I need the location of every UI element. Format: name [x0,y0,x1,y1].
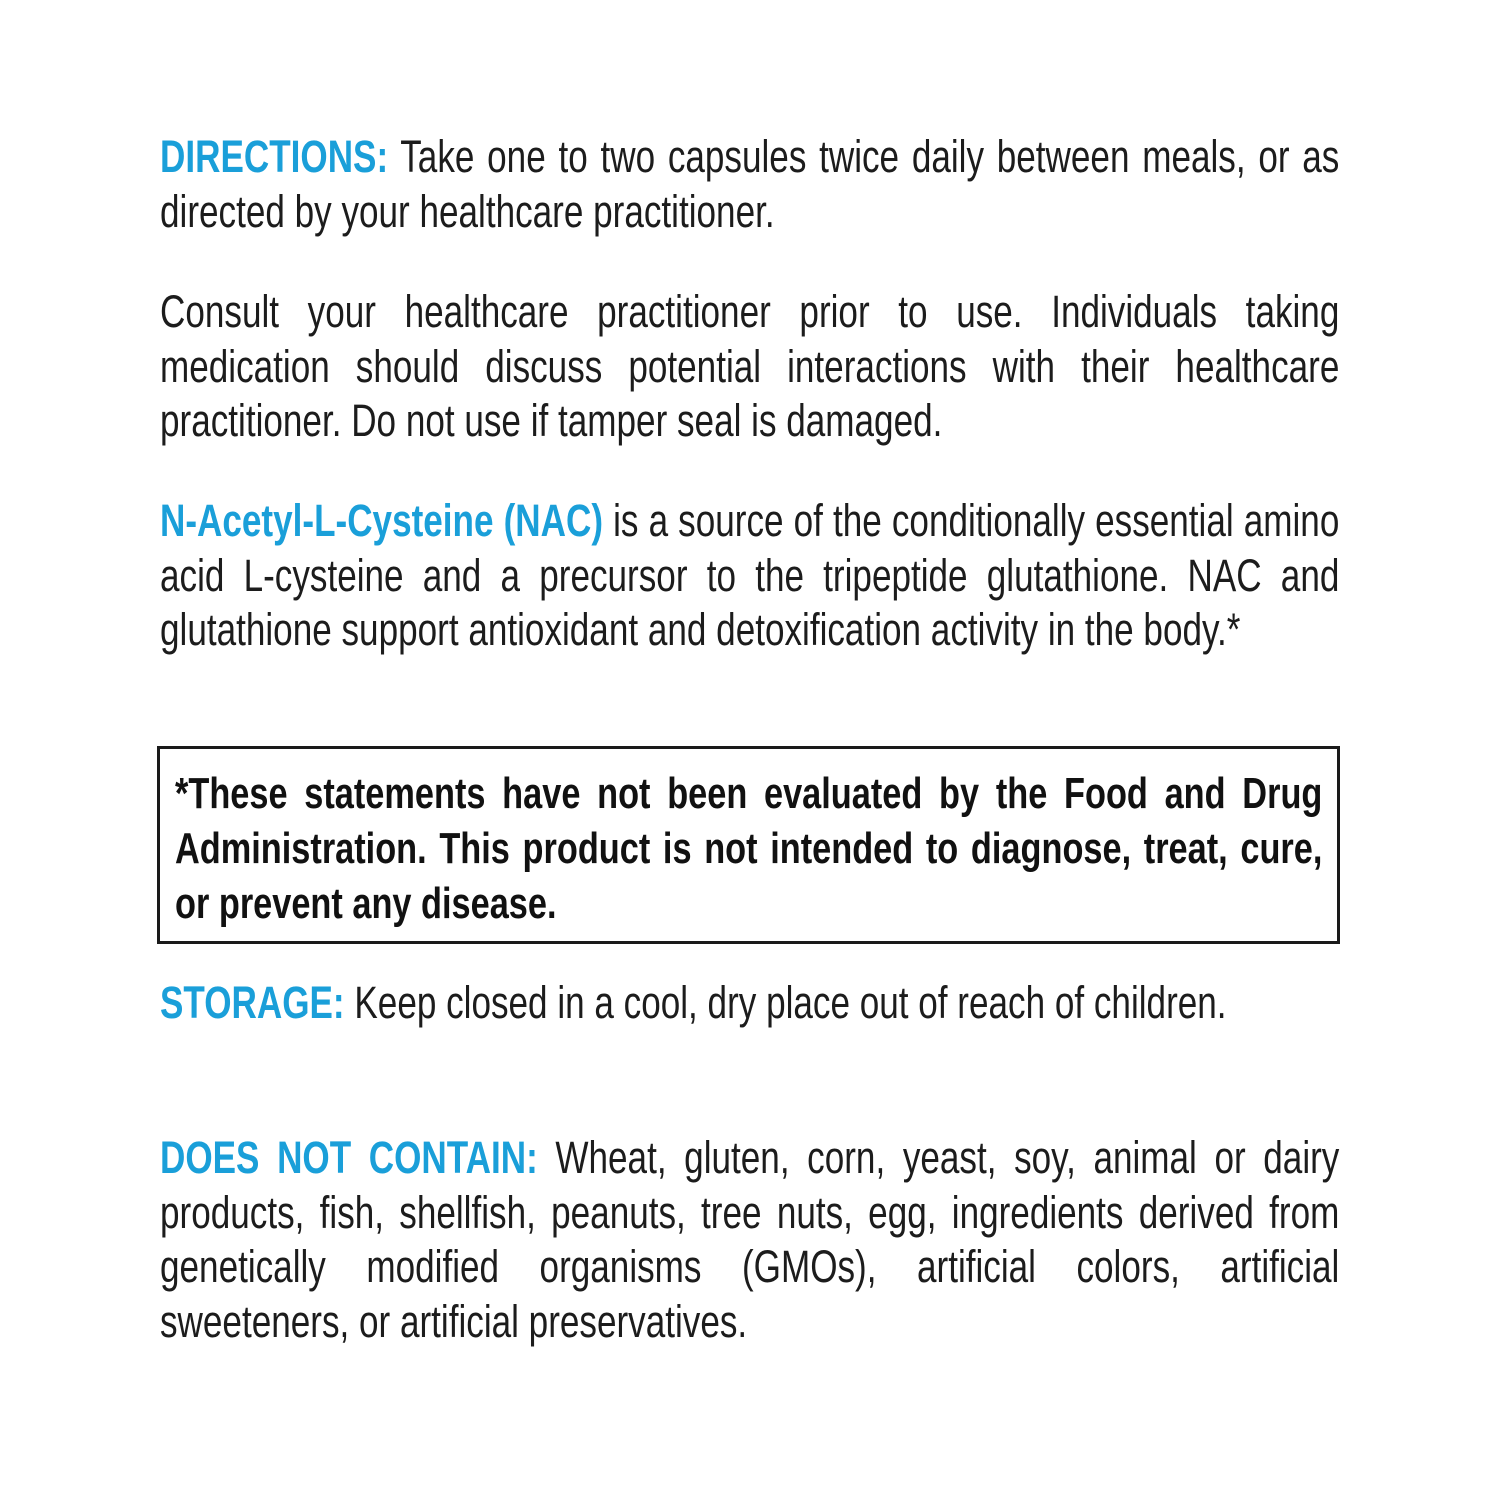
allergens-text: Wheat, gluten, corn, yeast, soy, animal or dairy products, fish, shellfish, peanuts, tree nuts, egg, ingredients derived from genetically modified organisms (GMOs), artificial colors, artificial sweeteners, or artificial preservatives. [160,1132,1340,1347]
allergens-paragraph [160,1131,1339,1349]
allergens-heading: DOES NOT CONTAIN: [160,1132,538,1183]
fda-disclaimer-text: *These statements have not been evaluated by the Food and Drug Administration. This product is not intended to diagnose, treat, cure, or prevent any disease. [175,769,1323,928]
directions-text: Take one to two capsules twice daily between meals, or as directed by your healthcare practitioner. [160,131,1340,237]
description-paragraph [160,494,1339,658]
caution-text: Consult your healthcare practitioner prior to use. Individuals taking medication should discuss potential interactions with their healthcare practitioner. Do not use if tamper seal is damaged. [160,286,1340,446]
directions-paragraph [160,130,1339,239]
storage-text: Keep closed in a cool, dry place out of reach of children. [344,977,1227,1028]
description-text: is a source of the conditionally essential amino acid L-cysteine and a precursor to the tripeptide glutathione. NAC and glutathione support antioxidant and detoxification activity in the body.* [160,495,1340,655]
storage-heading: STORAGE: [160,977,345,1028]
directions-heading: DIRECTIONS: [160,131,389,182]
description-heading: N-Acetyl-L-Cysteine (NAC) [160,495,604,546]
caution-paragraph [160,285,1339,449]
storage-paragraph [160,976,1339,1031]
